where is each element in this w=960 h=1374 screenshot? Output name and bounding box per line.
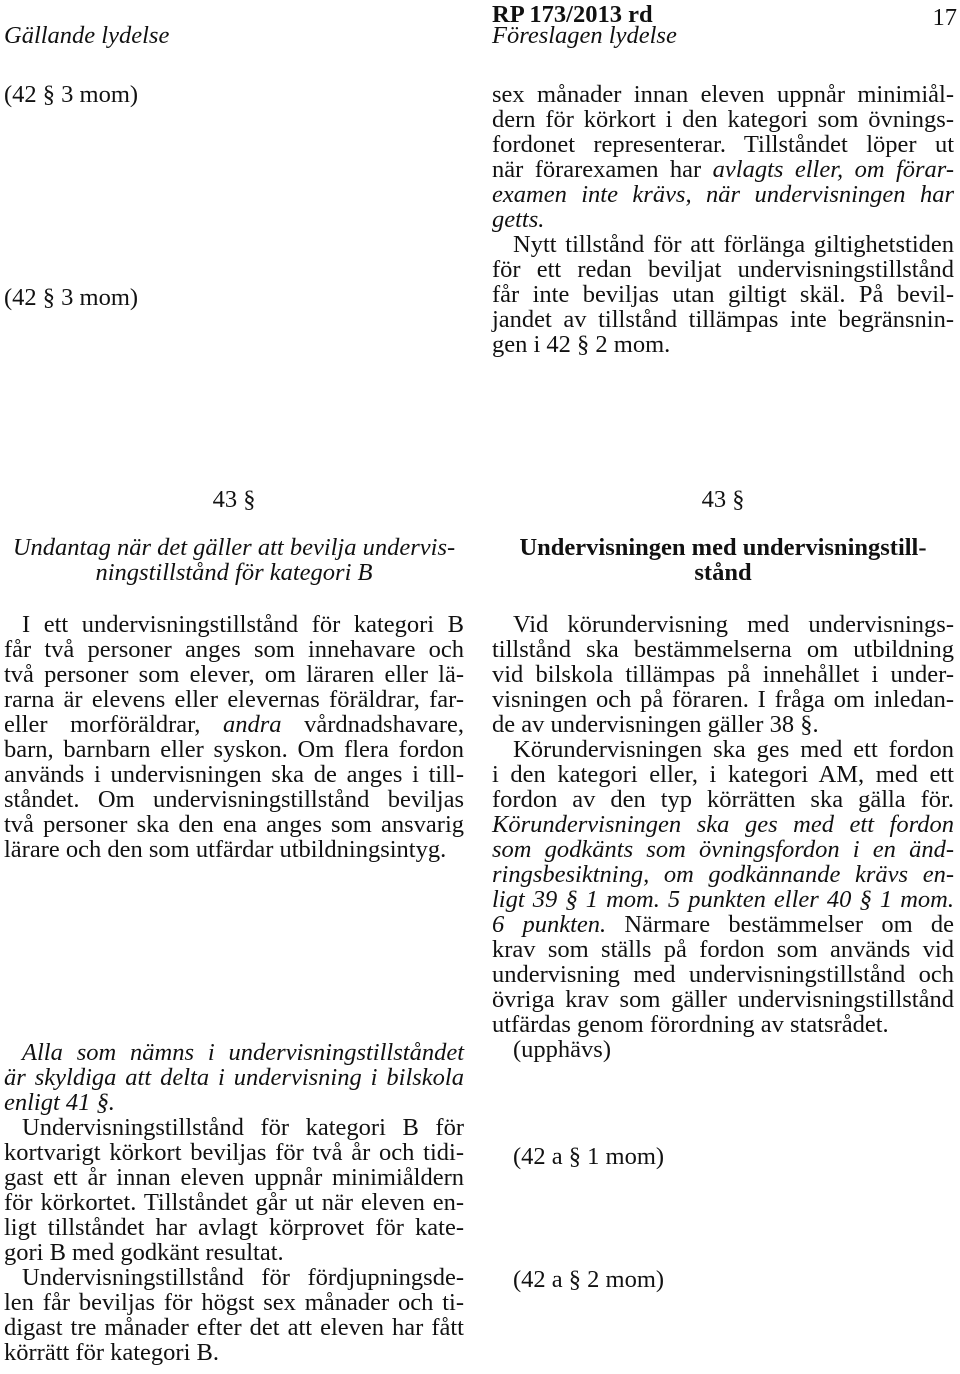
section-reference: (42 § 3 mom) [4,81,139,108]
amended-text-run: getts. [492,206,545,233]
text-line [4,1265,464,1290]
paragraph [492,612,954,737]
text-line [4,1065,464,1090]
text-line [492,662,954,687]
text-line [492,862,954,887]
section-heading-current [4,535,464,585]
text-line [492,182,954,207]
text-line [492,612,954,637]
text-run: jandet av tillstånd tillämpas inte begränsnin- [492,306,954,333]
text-line [492,887,954,912]
text-run: gast ett år innan eleven uppnår minimiåldern [4,1164,464,1191]
text-run: för körkortet. Tillståndet går ut när eleven en- [4,1189,464,1216]
heading-line: Undantag när det gäller att bevilja undervis- [12,534,456,561]
text-line [4,812,464,837]
text-line [492,987,954,1012]
text-line [4,837,464,862]
amended-text-run: Alla som nämns i undervisningstillståndet [22,1039,464,1066]
text-line [4,712,464,737]
amended-text-run: ligt 39 § 1 mom. 5 punkten eller 40 § 1 mom. [492,886,954,913]
text-run: två personer som elever, om läraren eller lä- [4,661,464,688]
text-run: får inte beviljas utan giltigt skäl. På bevil- [492,281,954,308]
section-heading-proposed [492,535,954,585]
text-line [492,812,954,837]
text-line [4,1215,464,1240]
section-number-proposed: 43 § [701,486,745,513]
text-run: dern för körkort i den kategori som övnings- [492,106,954,133]
text-run: fordon av den typ körrätten ska gälla för. [492,786,954,813]
paragraph [4,1265,464,1365]
text-line [4,612,464,637]
text-line [492,82,954,107]
text-line [492,737,954,762]
text-run: används i undervisningen ska de anges i till- [4,761,464,788]
text-line [492,257,954,282]
text-line [4,1290,464,1315]
text-line [4,637,464,662]
text-run: utfärdas genom förordning av statsrådet. [492,1011,889,1038]
text-line [492,837,954,862]
amended-text-run: examen inte krävs, när undervisningen har [492,181,954,208]
text-line [492,762,954,787]
text-line [4,762,464,787]
paragraph [492,82,954,232]
text-line [492,107,954,132]
text-run: vid bilskola tillämpas på innehållet i under- [492,661,954,688]
text-line [492,937,954,962]
text-run: barn, barnbarn eller syskon. Om flera fordon [4,736,464,763]
paragraph [4,1040,464,1115]
text-run: ligt tillståndet har avlagt körprovet för kate- [4,1214,464,1241]
text-line [4,1165,464,1190]
text-run: digast tre månader efter det att eleven har fått [4,1314,464,1341]
text-line [4,1040,464,1065]
amended-text-run: är skyldiga att delta i undervisning i bilskola [4,1064,464,1091]
paragraph [4,612,464,862]
text-run: kortvarigt körkort beviljas för två år och tidi- [4,1139,464,1166]
section-reference: (42 a § 1 mom) [513,1143,665,1170]
text-line [492,282,954,307]
text-run: vårdnadshavare, [281,711,464,738]
text-run: Vid körundervisning med undervisnings- [513,611,954,638]
text-run: Närmare bestämmelser om de [606,911,954,938]
text-run: Körundervisningen ska ges med ett fordon [513,736,954,763]
text-run: len får beviljas för högst sex månader och ti- [4,1289,464,1316]
text-line [4,1090,464,1115]
text-run: sex månader innan eleven uppnår minimiål- [492,81,954,108]
text-line [492,1012,954,1037]
text-line [4,1315,464,1340]
text-run: två personer ska den ena anges som ansvarig [4,811,464,838]
paragraph [492,737,954,1037]
heading-line: stånd [694,559,752,586]
amended-text-run: Körundervisningen ska ges med ett fordon [492,811,954,838]
text-run: de av undervisningen gäller 38 §. [492,711,819,738]
text-run: för ett redan beviljat undervisningstillstånd [492,256,954,283]
amended-text-run: 6 punkten. [492,911,607,938]
text-line [492,1037,954,1062]
text-line [492,712,954,737]
text-run: gen i 42 § 2 mom. [492,331,671,358]
text-line [492,962,954,987]
text-run: när förarexamen har [492,156,713,183]
text-line [4,1115,464,1140]
amended-text-run: ringsbesiktning, om godkännande krävs en- [492,861,954,888]
text-run: I ett undervisningstillstånd för kategori B [22,611,464,638]
text-line [4,662,464,687]
text-line [4,687,464,712]
text-run: i den kategori eller, i kategori AM, med ett [492,761,954,788]
paragraph [492,232,954,357]
text-line [4,1140,464,1165]
text-line [4,1340,464,1365]
section-reference: (42 a § 2 mom) [513,1266,665,1293]
text-run: ståndet. Om undervisningstillstånd beviljas [4,786,464,813]
text-line [492,332,954,357]
text-run: Undervisningstillstånd för fördjupningsde- [22,1264,464,1291]
text-run: fordonet representerar. Tillståndet löper ut [492,131,954,158]
text-line [4,737,464,762]
text-run: gori B med godkänt resultat. [4,1239,284,1266]
proposed-text-body [492,612,954,1062]
amended-text-run: andra [223,711,282,738]
text-line [4,1240,464,1265]
text-line [492,787,954,812]
text-line [492,132,954,157]
text-line [4,787,464,812]
text-run: får två personer anges som innehavare och [4,636,464,663]
amended-text-run: som godkänts som övningsfordon i en änd- [492,836,954,863]
text-run: Nytt tillstånd för att förlänga giltighetstiden [513,231,954,258]
section-reference: (42 § 3 mom) [4,284,139,311]
page-number: 17 [932,4,957,31]
text-run: övriga krav som gäller undervisningstillstånd [492,986,954,1013]
text-run: visningen och på föraren. I fråga om inledan- [492,686,954,713]
text-run: eller morföräldrar, [4,711,223,738]
text-run: krav som ställs på fordon som används vid [492,936,954,963]
proposed-text-continued [492,82,954,357]
current-text-body [4,612,464,862]
text-line [492,912,954,937]
proposed-version-label: Föreslagen lydelse [492,22,677,49]
heading-line: ningstillstånd för kategori B [95,559,373,586]
text-line [492,687,954,712]
current-version-label: Gällande lydelse [4,22,170,49]
text-run: rarna är elevens eller elevernas föräldrar, far- [4,686,464,713]
text-run: tillstånd ska bestämmelserna om utbildning [492,636,954,663]
amended-text-run: enligt 41 §. [4,1089,115,1116]
paragraph [492,1037,954,1062]
text-run: undervisning med undervisningstillstånd och [492,961,954,988]
amended-text-run: avlagts eller, om förar- [712,156,954,183]
bill-identifier: RP 173/2013 rd [492,1,653,28]
text-line [492,637,954,662]
paragraph [4,1115,464,1265]
text-line [492,307,954,332]
current-text-body-continued [4,1040,464,1365]
text-line [492,207,954,232]
text-line [492,232,954,257]
text-run: Undervisningstillstånd för kategori B för [22,1114,464,1141]
text-line [4,1190,464,1215]
section-number-current: 43 § [212,486,256,513]
text-run: körrätt för kategori B. [4,1339,219,1366]
text-line [492,157,954,182]
heading-line: Undervisningen med undervisningstill- [519,534,927,561]
text-run: lärare och den som utfärdar utbildningsintyg. [4,836,447,863]
text-run: (upphävs) [513,1036,611,1063]
